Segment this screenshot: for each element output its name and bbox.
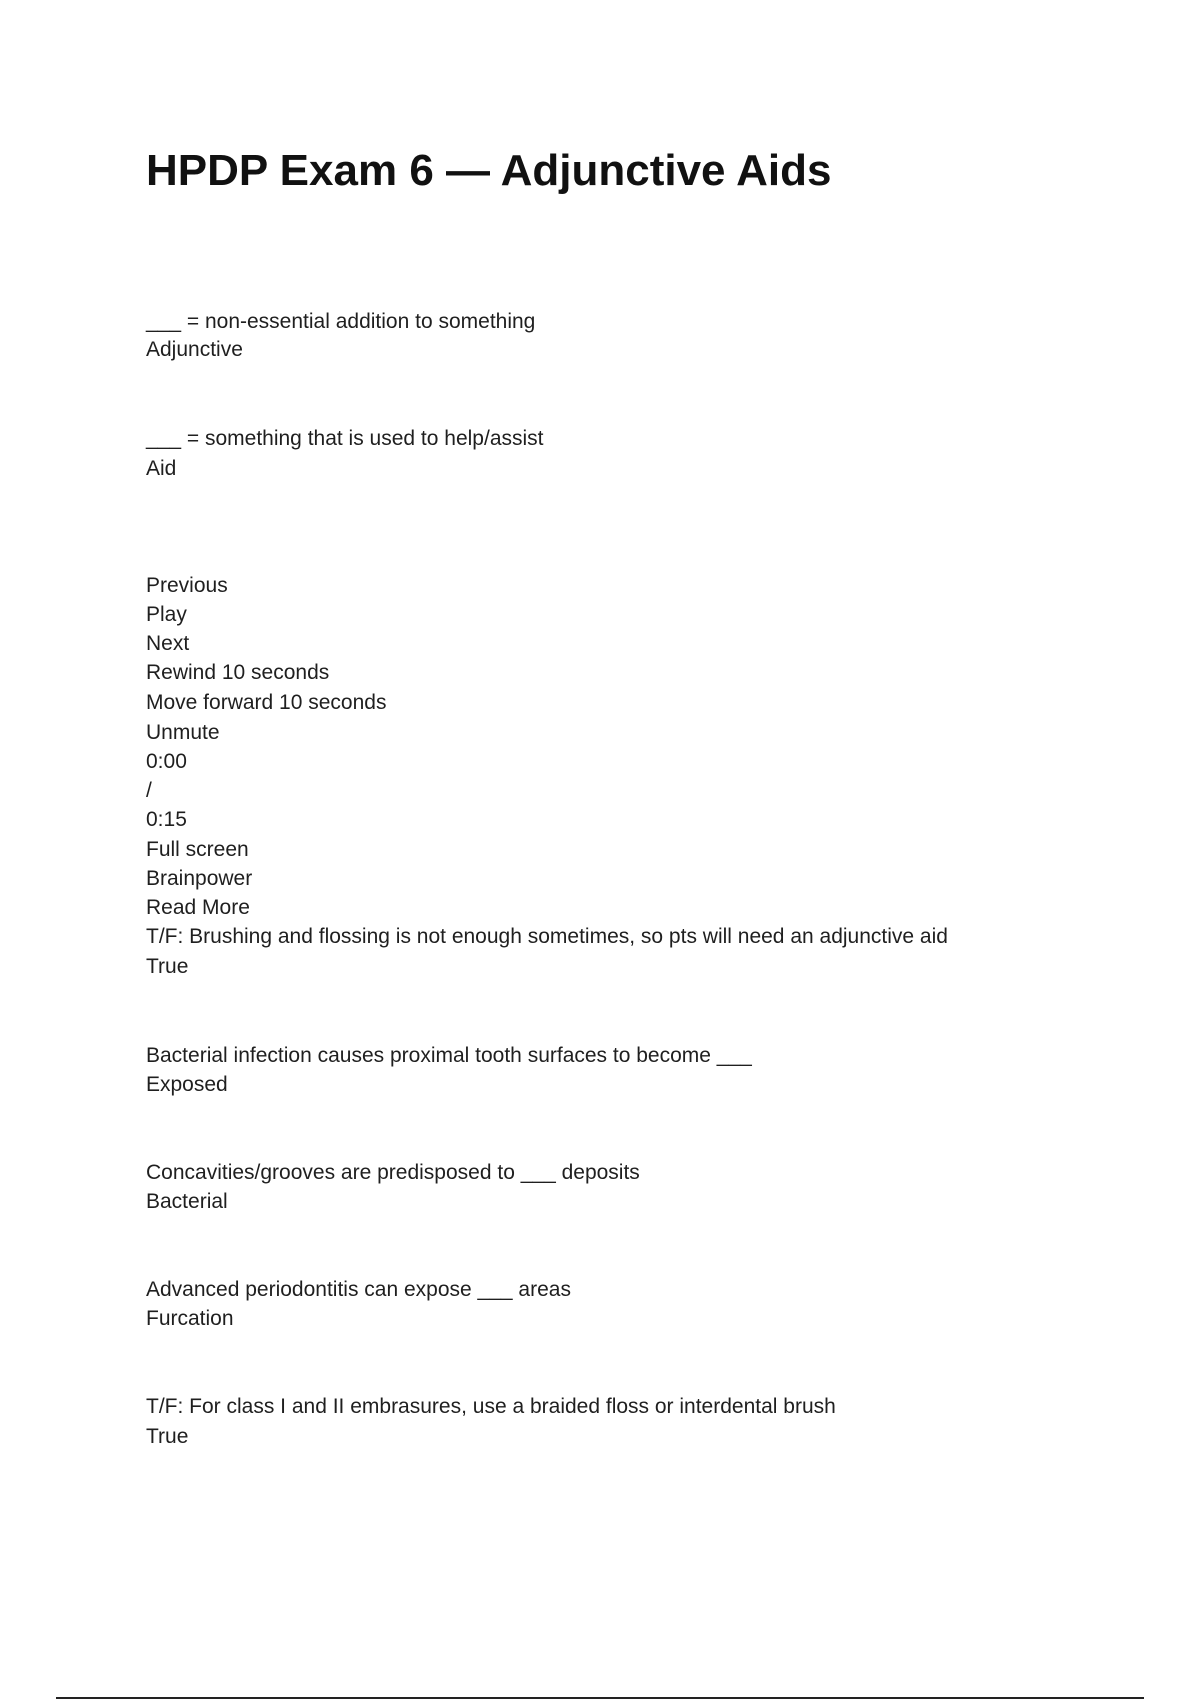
rewind-button[interactable]: Rewind 10 seconds bbox=[146, 661, 330, 684]
card-answer: Exposed bbox=[146, 1073, 228, 1096]
card-answer: True bbox=[146, 955, 189, 978]
brand-link[interactable]: Brainpower bbox=[146, 867, 253, 890]
unmute-button[interactable]: Unmute bbox=[146, 721, 220, 744]
card-question: ___ = something that is used to help/assist bbox=[146, 427, 544, 450]
card-question: T/F: For class I and II embrasures, use a braided floss or interdental brush bbox=[146, 1395, 836, 1418]
read-more-link[interactable]: Read More bbox=[146, 896, 250, 919]
previous-button[interactable]: Previous bbox=[146, 574, 228, 597]
time-separator: / bbox=[146, 779, 152, 802]
card-question: Concavities/grooves are predisposed to ___ deposits bbox=[146, 1161, 640, 1184]
card-answer: True bbox=[146, 1425, 189, 1448]
card-question: Bacterial infection causes proximal tooth surfaces to become ___ bbox=[146, 1044, 752, 1067]
card-answer: Aid bbox=[146, 457, 177, 480]
play-button[interactable]: Play bbox=[146, 603, 187, 626]
next-button[interactable]: Next bbox=[146, 632, 190, 655]
card-question: ___ = non-essential addition to something bbox=[146, 310, 536, 333]
card-question: Advanced periodontitis can expose ___ areas bbox=[146, 1278, 571, 1301]
card-answer: Bacterial bbox=[146, 1190, 228, 1213]
fullscreen-button[interactable]: Full screen bbox=[146, 838, 249, 861]
card-question: T/F: Brushing and flossing is not enough sometimes, so pts will need an adjunctive aid bbox=[146, 925, 948, 948]
page-title: HPDP Exam 6 — Adjunctive Aids bbox=[146, 146, 832, 195]
duration: 0:15 bbox=[146, 808, 187, 831]
current-time: 0:00 bbox=[146, 750, 187, 773]
card-answer: Furcation bbox=[146, 1307, 234, 1330]
footer-rule bbox=[56, 1697, 1144, 1699]
forward-button[interactable]: Move forward 10 seconds bbox=[146, 691, 387, 714]
card-answer: Adjunctive bbox=[146, 338, 243, 361]
